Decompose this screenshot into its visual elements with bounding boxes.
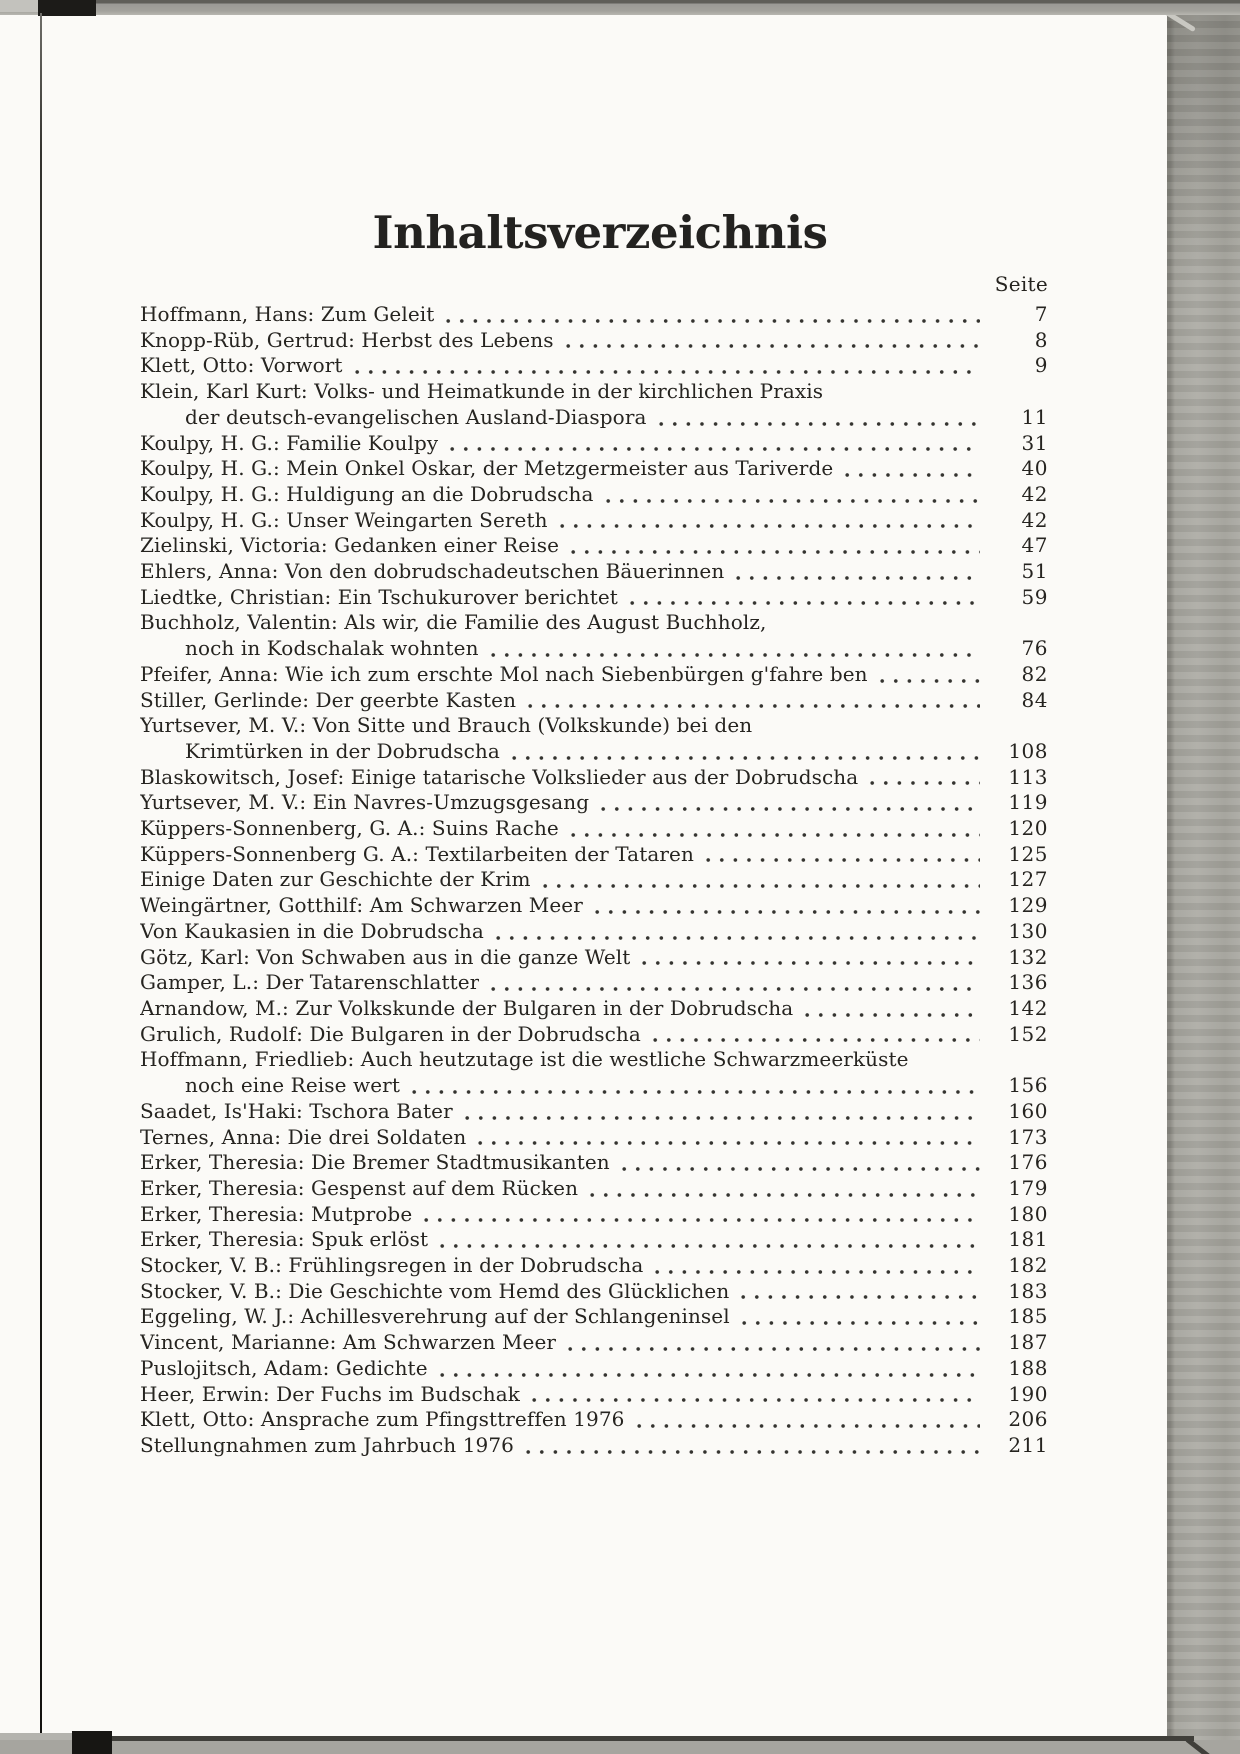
toc-entry-text: der deutsch-evangelischen Ausland-Diaspora — [185, 404, 647, 429]
toc-entry — [140, 456, 1048, 482]
toc-entry — [140, 1304, 1048, 1330]
toc-entry-text: Erker, Theresia: Mutprobe — [140, 1201, 413, 1226]
toc-entry-line — [140, 765, 1048, 791]
toc-entry-line — [140, 1125, 1048, 1151]
toc-entry-line — [140, 1356, 1048, 1382]
toc-entry — [140, 1433, 1048, 1459]
dot-leader — [595, 909, 980, 915]
toc-entry-text: Klein, Karl Kurt: Volks- und Heimatkunde in der kirchlichen Praxis — [140, 379, 824, 404]
toc-entry-page-number: 132 — [1008, 944, 1048, 969]
toc-entry-text: Ternes, Anna: Die drei Soldaten — [140, 1124, 467, 1149]
toc-entry — [140, 1279, 1048, 1305]
dot-leader — [571, 832, 980, 838]
toc-entry-line — [140, 1279, 1048, 1305]
toc-entry-page-number: 82 — [1021, 661, 1048, 686]
toc-entry-page-number: 156 — [1008, 1073, 1048, 1098]
toc-entry-line — [140, 1433, 1048, 1459]
toc-entry-page-number: 185 — [1008, 1304, 1048, 1329]
toc-entry-text: Krimtürken in der Dobrudscha — [185, 738, 500, 763]
dot-leader — [526, 1449, 980, 1455]
dot-leader — [532, 1397, 980, 1403]
toc-entry — [140, 585, 1048, 611]
toc-entry-line — [140, 636, 1048, 662]
dot-leader — [736, 575, 980, 581]
toc-entry-text: Erker, Theresia: Gespenst auf dem Rücken — [140, 1175, 579, 1200]
dot-leader — [653, 1037, 980, 1043]
dot-leader — [424, 1217, 980, 1223]
toc-entry-text: Arnandow, M.: Zur Volkskunde der Bulgaren in der Dobrudscha — [140, 995, 794, 1020]
toc-entry-text: Buchholz, Valentin: Als wir, die Familie des August Buchholz, — [140, 610, 767, 635]
toc-entry-text: noch eine Reise wert — [185, 1073, 400, 1098]
toc-entry-line — [140, 1150, 1048, 1176]
toc-entry — [140, 893, 1048, 919]
toc-entry-text: Erker, Theresia: Spuk erlöst — [140, 1227, 429, 1252]
toc-entry — [140, 559, 1048, 585]
toc-entry — [140, 996, 1048, 1022]
toc-entry-text: Stellungnahmen zum Jahrbuch 1976 — [140, 1432, 515, 1457]
scan-top-edge — [0, 0, 1240, 15]
dot-leader — [446, 318, 980, 324]
page-title: Inhaltsverzeichnis — [372, 206, 828, 259]
toc-entry-page-number: 47 — [1021, 533, 1048, 558]
toc-entry-page-number: 152 — [1008, 1021, 1048, 1046]
dot-leader — [412, 1089, 980, 1095]
dot-leader — [655, 1269, 980, 1275]
toc-entry-text: Puslojitsch, Adam: Gedichte — [140, 1355, 428, 1380]
toc-entry-page-number: 7 — [1034, 302, 1048, 326]
toc-entry — [140, 1099, 1048, 1125]
dot-leader — [512, 755, 980, 761]
toc-entry-page-number: 160 — [1008, 1098, 1048, 1123]
toc-entry-page-number: 8 — [1034, 327, 1048, 352]
dot-leader — [880, 678, 980, 684]
toc-entry-text: Von Kaukasien in die Dobrudscha — [140, 918, 484, 943]
toc-entry-line — [140, 662, 1048, 688]
toc-entry-text: Erker, Theresia: Die Bremer Stadtmusikanten — [140, 1150, 610, 1175]
toc-entry-text: Hoffmann, Friedlieb: Auch heutzutage ist die westliche Schwarzmeerküste — [140, 1047, 909, 1072]
toc-entry-text: Knopp-Rüb, Gertrud: Herbst des Lebens — [140, 327, 554, 352]
dot-leader — [805, 1012, 980, 1018]
toc-entry-text: Koulpy, H. G.: Huldigung an die Dobrudscha — [140, 481, 594, 506]
toc-entry-line — [140, 302, 1048, 328]
toc-entry — [140, 1382, 1048, 1408]
toc-entry-page-number: 179 — [1008, 1175, 1048, 1200]
toc-entry-line — [140, 893, 1048, 919]
toc-entry-text: noch in Kodschalak wohnten — [185, 636, 479, 661]
dot-leader — [637, 1423, 980, 1429]
toc-entry — [140, 842, 1048, 868]
dot-leader — [560, 523, 980, 529]
toc-entry-line — [140, 379, 1048, 405]
toc-entry-line — [140, 945, 1048, 971]
toc-entry — [140, 1150, 1048, 1176]
toc-entry-line — [140, 919, 1048, 945]
dot-leader — [440, 1372, 980, 1378]
toc-entry — [140, 302, 1048, 328]
scan-top-dark-mark — [38, 0, 96, 16]
toc-entry-page-number: 42 — [1021, 507, 1048, 532]
dot-leader — [355, 369, 980, 375]
toc-entry-line — [140, 1382, 1048, 1408]
dot-leader — [543, 883, 980, 889]
toc-entry-page-number: 40 — [1021, 456, 1048, 481]
toc-entry-line — [140, 456, 1048, 482]
toc-entry-line — [140, 533, 1048, 559]
toc-entry-text: Stiller, Gerlinde: Der geerbte Kasten — [140, 687, 517, 712]
toc-entry — [140, 610, 1048, 661]
toc-entry-line — [140, 353, 1048, 379]
toc-entry-text: Yurtsever, M. V.: Ein Navres-Umzugsgesang — [140, 790, 590, 815]
toc-entry — [140, 765, 1048, 791]
toc-entry — [140, 970, 1048, 996]
dot-leader — [491, 986, 980, 992]
toc-entry-text: Stocker, V. B.: Frühlingsregen in der Dobrudscha — [140, 1253, 644, 1278]
dot-leader — [630, 600, 980, 606]
toc-entry-text: Eggeling, W. J.: Achillesverehrung auf der Schlangeninsel — [140, 1304, 730, 1329]
toc-entry-page-number: 125 — [1008, 841, 1048, 866]
toc-entry — [140, 816, 1048, 842]
toc-entry-page-number: 129 — [1008, 893, 1048, 918]
toc-entry-line — [140, 790, 1048, 816]
toc-entry — [140, 867, 1048, 893]
toc-entry-page-number: 9 — [1034, 353, 1048, 378]
book-page-edge-strip — [1167, 0, 1240, 1754]
toc-entry — [140, 1253, 1048, 1279]
toc-entry-line — [140, 1407, 1048, 1433]
toc-entry-line — [140, 688, 1048, 714]
dot-leader — [845, 472, 980, 478]
toc-entry-line — [140, 1202, 1048, 1228]
toc-entry-page-number: 182 — [1008, 1253, 1048, 1278]
dot-leader — [491, 652, 980, 658]
dot-leader — [606, 498, 980, 504]
toc-entry-page-number: 119 — [1008, 790, 1048, 815]
toc-entry-text: Koulpy, H. G.: Unser Weingarten Sereth — [140, 507, 548, 532]
toc-entry-text: Saadet, Is'Haki: Tschora Bater — [140, 1098, 453, 1123]
toc-entry-page-number: 120 — [1008, 816, 1048, 841]
scan-bottom-edge — [0, 1740, 1240, 1754]
toc-entry — [140, 790, 1048, 816]
toc-entry-line — [140, 996, 1048, 1022]
toc-entry-page-number: 127 — [1008, 867, 1048, 892]
toc-entry-text: Koulpy, H. G.: Familie Koulpy — [140, 430, 439, 455]
dot-leader — [440, 1243, 980, 1249]
toc-entry-text: Klett, Otto: Ansprache zum Pfingsttreffen 1976 — [140, 1407, 625, 1432]
toc-entry-text: Pfeifer, Anna: Wie ich zum erschte Mol nach Siebenbürgen g'fahre ben — [140, 661, 868, 686]
dot-leader — [528, 703, 980, 709]
toc-entry — [140, 353, 1048, 379]
toc-entry-line — [140, 1073, 1048, 1099]
toc-entry — [140, 1176, 1048, 1202]
dot-leader — [450, 446, 980, 452]
toc-entry-text: Yurtsever, M. V.: Von Sitte und Brauch (Volkskunde) bei den — [140, 713, 753, 738]
toc-entry — [140, 328, 1048, 354]
toc-entry-line — [140, 816, 1048, 842]
dot-leader — [496, 935, 980, 941]
toc-entry — [140, 533, 1048, 559]
dot-leader — [568, 1346, 980, 1352]
toc-entry-page-number: 130 — [1008, 918, 1048, 943]
toc-entry-page-number: 187 — [1008, 1330, 1048, 1355]
toc-entry-page-number: 206 — [1008, 1407, 1048, 1432]
toc-entry-text: Vincent, Marianne: Am Schwarzen Meer — [140, 1330, 557, 1355]
toc-entry-line — [140, 1176, 1048, 1202]
toc-entry-text: Weingärtner, Gotthilf: Am Schwarzen Meer — [140, 893, 583, 918]
toc-entry — [140, 1330, 1048, 1356]
toc-entry-line — [140, 482, 1048, 508]
dot-leader — [571, 549, 980, 555]
toc-entry-line — [140, 1227, 1048, 1253]
dot-leader — [478, 1140, 980, 1146]
toc-entry-text: Heer, Erwin: Der Fuchs im Budschak — [140, 1381, 520, 1406]
toc-entry — [140, 508, 1048, 534]
scan-bottom-left-mark — [72, 1731, 112, 1754]
toc-entry-page-number: 190 — [1008, 1381, 1048, 1406]
toc-entry-page-number: 51 — [1021, 559, 1048, 584]
toc-entry-line — [140, 328, 1048, 354]
toc-entry-line — [140, 713, 1048, 739]
toc-entry — [140, 1022, 1048, 1048]
scan-top-left-patch — [0, 0, 40, 12]
toc-entry-page-number: 84 — [1021, 687, 1048, 712]
page-column-header: Seite — [994, 272, 1048, 296]
toc-entry-text: Klett, Otto: Vorwort — [140, 353, 343, 378]
dot-leader — [601, 806, 980, 812]
toc-entry-text: Einige Daten zur Geschichte der Krim — [140, 867, 531, 892]
toc-entry-line — [140, 1099, 1048, 1125]
toc-entry-text: Blaskowitsch, Josef: Einige tatarische Volkslieder aus der Dobrudscha — [140, 764, 859, 789]
toc-entry-page-number: 183 — [1008, 1278, 1048, 1303]
toc-entry-text: Grulich, Rudolf: Die Bulgaren in der Dobrudscha — [140, 1021, 641, 1046]
toc-entry-line — [140, 1330, 1048, 1356]
dot-leader — [590, 1192, 980, 1198]
toc-entry-line — [140, 1022, 1048, 1048]
toc-entry-page-number: 211 — [1008, 1432, 1048, 1457]
toc-entry-text: Götz, Karl: Von Schwaben aus in die ganze Welt — [140, 944, 631, 969]
toc-entry-text: Küppers-Sonnenberg, G. A.: Suins Rache — [140, 816, 559, 841]
toc-entry-page-number: 188 — [1008, 1355, 1048, 1380]
toc-entry — [140, 1202, 1048, 1228]
toc-entry-line — [140, 1047, 1048, 1073]
toc-entry-line — [140, 610, 1048, 636]
toc-entry-page-number: 76 — [1021, 636, 1048, 661]
toc-entry-page-number: 142 — [1008, 995, 1048, 1020]
toc-entry-text: Küppers-Sonnenberg G. A.: Textilarbeiten der Tataren — [140, 841, 694, 866]
toc-entry-line — [140, 970, 1048, 996]
page-gutter-line — [40, 13, 42, 1754]
toc-entry-line — [140, 1304, 1048, 1330]
toc-entry-text: Koulpy, H. G.: Mein Onkel Oskar, der Metzgermeister aus Tariverde — [140, 456, 834, 481]
toc-entry — [140, 1227, 1048, 1253]
toc-entry-page-number: 113 — [1008, 764, 1048, 789]
toc-entry-text: Zielinski, Victoria: Gedanken einer Reise — [140, 533, 560, 558]
toc-entry — [140, 1356, 1048, 1382]
toc-entry-line — [140, 867, 1048, 893]
dot-leader — [622, 1166, 980, 1172]
toc-entry-page-number: 11 — [1021, 404, 1048, 429]
dot-leader — [566, 343, 980, 349]
toc-entry-page-number: 31 — [1021, 430, 1048, 455]
toc-entry — [140, 431, 1048, 457]
toc-entry-line — [140, 585, 1048, 611]
toc-entry — [140, 379, 1048, 430]
toc-entry-page-number: 136 — [1008, 970, 1048, 995]
scan-bottom-rule — [74, 1736, 1194, 1741]
toc-entry — [140, 662, 1048, 688]
toc-entry-text: Gamper, L.: Der Tatarenschlatter — [140, 970, 480, 995]
dot-leader — [742, 1320, 980, 1326]
toc-entry — [140, 1047, 1048, 1098]
toc-entry — [140, 688, 1048, 714]
toc-entry-line — [140, 842, 1048, 868]
toc-entry — [140, 1407, 1048, 1433]
toc-entry-text: Liedtke, Christian: Ein Tschukurover berichtet — [140, 584, 618, 609]
toc-entry-page-number: 173 — [1008, 1124, 1048, 1149]
toc-entry-text: Hoffmann, Hans: Zum Geleit — [140, 302, 435, 326]
toc-entry — [140, 482, 1048, 508]
toc-entry-page-number: 42 — [1021, 481, 1048, 506]
dot-leader — [465, 1115, 980, 1121]
dot-leader — [642, 960, 980, 966]
toc-entry-page-number: 180 — [1008, 1201, 1048, 1226]
toc-entry — [140, 945, 1048, 971]
toc-entry-text: Stocker, V. B.: Die Geschichte vom Hemd des Glücklichen — [140, 1278, 730, 1303]
dot-leader — [706, 857, 980, 863]
table-of-contents — [140, 271, 1048, 1459]
toc-entry — [140, 1125, 1048, 1151]
toc-entry-page-number: 108 — [1008, 738, 1048, 763]
dot-leader — [659, 421, 980, 427]
toc-entry-page-number: 181 — [1008, 1227, 1048, 1252]
toc-entry-text: Ehlers, Anna: Von den dobrudschadeutschen Bäuerinnen — [140, 559, 725, 584]
toc-entry-line — [140, 739, 1048, 765]
toc-entry-line — [140, 1253, 1048, 1279]
toc-entry-page-number: 59 — [1021, 584, 1048, 609]
toc-entry-line — [140, 508, 1048, 534]
toc-entry-line — [140, 405, 1048, 431]
toc-entry-list — [140, 302, 1048, 1459]
toc-entry — [140, 713, 1048, 764]
dot-leader — [741, 1294, 980, 1300]
toc-entry-line — [140, 559, 1048, 585]
toc-entry-page-number: 176 — [1008, 1150, 1048, 1175]
dot-leader — [870, 780, 980, 786]
toc-entry-line — [140, 431, 1048, 457]
toc-entry — [140, 919, 1048, 945]
